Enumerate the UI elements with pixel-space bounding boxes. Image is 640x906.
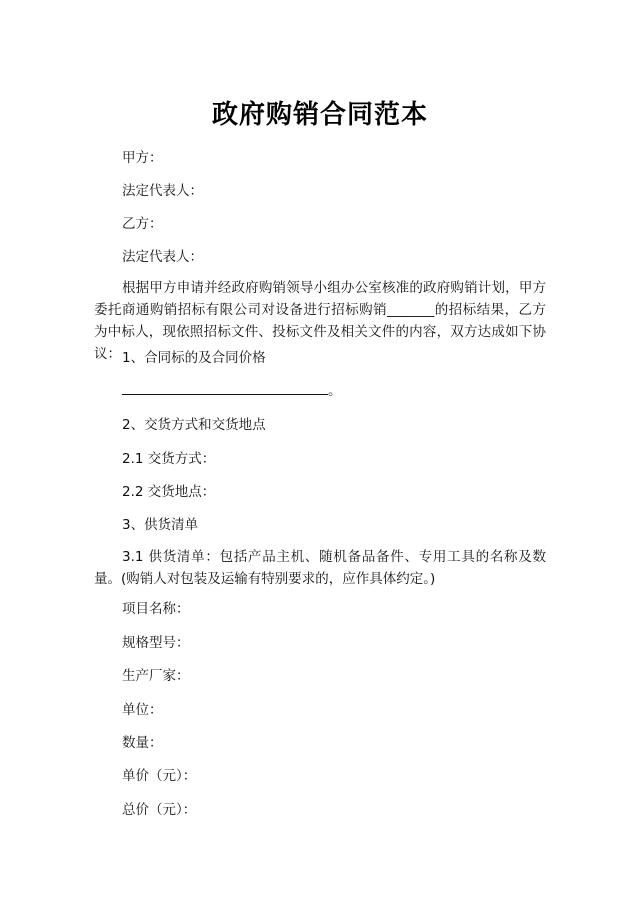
supply-list-paragraph: 3.1 供货清单：包括产品主机、随机备品备件、专用工具的名称及数量。(购销人对包装及运输有特别要求的，应作具体约定。) — [94, 549, 546, 587]
representative-a-line: 法定代表人： — [122, 183, 203, 199]
unit-price-line: 单价（元）： — [122, 768, 197, 784]
document-title: 政府购销合同范本 — [211, 100, 428, 130]
party-b-line: 乙方： — [122, 216, 163, 232]
price-blank-line — [122, 382, 342, 399]
price-blank-end: 。 — [328, 383, 342, 399]
spec-model-line: 规格型号： — [122, 635, 190, 651]
price-blank-rule — [122, 382, 328, 395]
item-name-line: 项目名称： — [122, 601, 190, 617]
unit-line: 单位： — [122, 702, 163, 718]
quantity-line: 数量： — [122, 735, 163, 751]
total-price-line: 总价（元）： — [122, 802, 197, 818]
representative-b-line: 法定代表人： — [122, 249, 203, 265]
manufacturer-line: 生产厂家： — [122, 668, 190, 684]
section-3-heading: 3、供货清单 — [122, 517, 199, 533]
section-2-heading: 2、交货方式和交货地点 — [122, 417, 266, 433]
section-1-heading: 1、合同标的及合同价格 — [122, 350, 266, 366]
party-a-line: 甲方： — [122, 150, 163, 166]
intro-paragraph: 根据甲方申请并经政府购销领导小组办公室核准的政府购销计划，甲方委托商通购销招标有限公司对设备进行招标购销_______的招标结果，乙方为中标人，现依照招标文件、投标文件及相关文件的内容，双方达成如下协议： — [94, 280, 546, 362]
delivery-method-line: 2.1 交货方式： — [122, 451, 216, 467]
delivery-location-line: 2.2 交货地点： — [122, 484, 216, 500]
